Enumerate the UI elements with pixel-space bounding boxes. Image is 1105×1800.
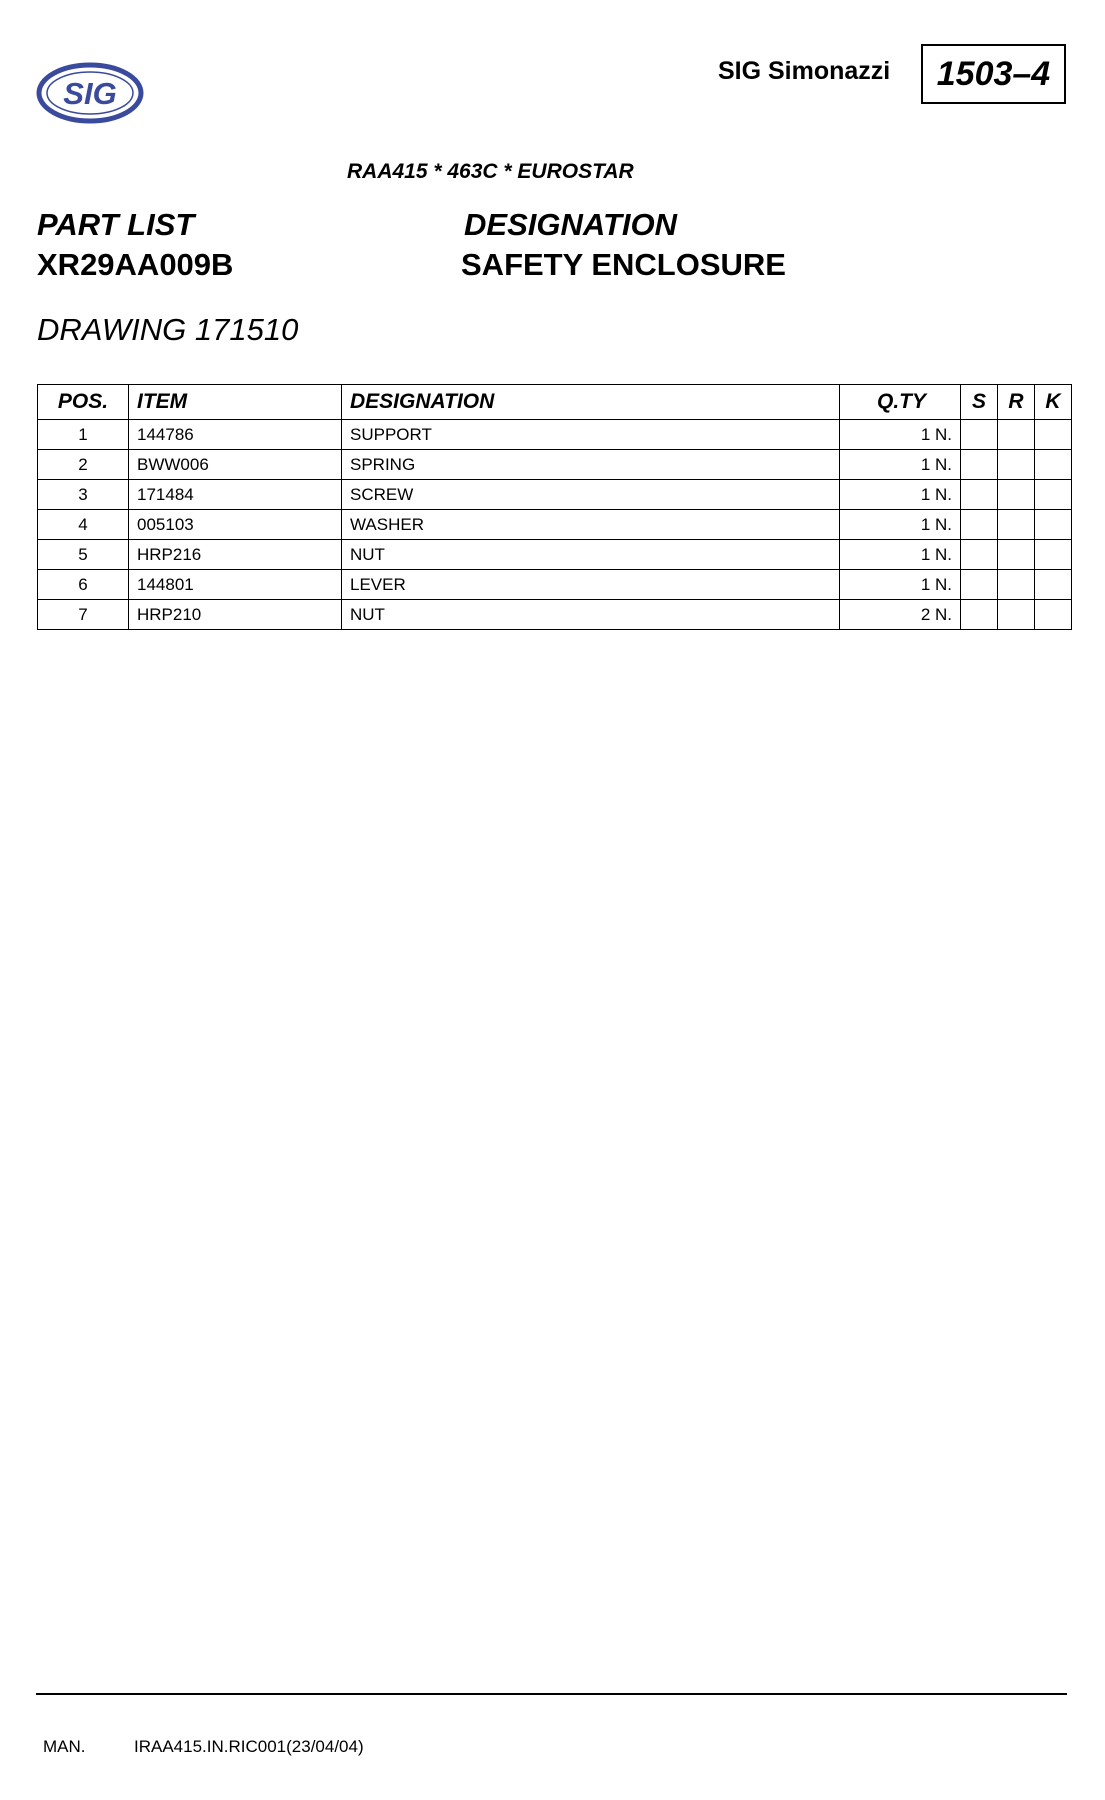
cell-designation: SUPPORT xyxy=(342,420,840,450)
designation-label: DESIGNATION xyxy=(464,207,677,242)
cell-pos: 5 xyxy=(38,540,129,570)
footer-divider xyxy=(36,1693,1067,1695)
cell-designation: LEVER xyxy=(342,570,840,600)
cell-pos: 6 xyxy=(38,570,129,600)
table-header-row xyxy=(38,385,1072,420)
cell-item: HRP216 xyxy=(129,540,342,570)
cell-r xyxy=(998,450,1035,480)
cell-k xyxy=(1035,510,1072,540)
cell-pos: 3 xyxy=(38,480,129,510)
cell-s xyxy=(961,510,998,540)
cell-item: BWW006 xyxy=(129,450,342,480)
cell-qty: 1 N. xyxy=(840,480,961,510)
cell-s xyxy=(961,600,998,630)
cell-s xyxy=(961,570,998,600)
header-qty: Q.TY xyxy=(840,385,961,420)
cell-designation: NUT xyxy=(342,600,840,630)
cell-pos: 4 xyxy=(38,510,129,540)
cell-item: 144801 xyxy=(129,570,342,600)
cell-r xyxy=(998,420,1035,450)
cell-s xyxy=(961,420,998,450)
page-number: 1503–4 xyxy=(921,44,1066,104)
table-row xyxy=(38,450,1072,480)
brand-name: SIG Simonazzi xyxy=(718,57,891,85)
cell-designation: NUT xyxy=(342,540,840,570)
header-item: ITEM xyxy=(129,385,342,420)
cell-r xyxy=(998,600,1035,630)
cell-k xyxy=(1035,480,1072,510)
cell-qty: 1 N. xyxy=(840,570,961,600)
sig-logo-text: SIG xyxy=(63,76,117,111)
header-pos: POS. xyxy=(38,385,129,420)
cell-item: 005103 xyxy=(129,510,342,540)
header-s: S xyxy=(961,385,998,420)
cell-r xyxy=(998,480,1035,510)
cell-r xyxy=(998,510,1035,540)
cell-qty: 1 N. xyxy=(840,540,961,570)
model-line: RAA415 * 463C * EUROSTAR xyxy=(347,160,634,183)
parts-table xyxy=(37,384,1072,630)
cell-pos: 7 xyxy=(38,600,129,630)
cell-s xyxy=(961,540,998,570)
sig-logo xyxy=(36,62,144,124)
table-row xyxy=(38,420,1072,450)
cell-s xyxy=(961,480,998,510)
footer-reference: IRAA415.IN.RIC001(23/04/04) xyxy=(134,1737,364,1756)
table-row xyxy=(38,570,1072,600)
table-row xyxy=(38,480,1072,510)
cell-s xyxy=(961,450,998,480)
footer-man-label: MAN. xyxy=(43,1737,86,1756)
cell-item: HRP210 xyxy=(129,600,342,630)
cell-pos: 2 xyxy=(38,450,129,480)
cell-k xyxy=(1035,420,1072,450)
header-k: K xyxy=(1035,385,1072,420)
table-row xyxy=(38,540,1072,570)
table-row xyxy=(38,510,1072,540)
header-r: R xyxy=(998,385,1035,420)
cell-qty: 1 N. xyxy=(840,450,961,480)
cell-k xyxy=(1035,540,1072,570)
part-list-label: PART LIST xyxy=(37,207,195,242)
cell-qty: 2 N. xyxy=(840,600,961,630)
designation-value: SAFETY ENCLOSURE xyxy=(461,247,786,282)
cell-k xyxy=(1035,570,1072,600)
part-code: XR29AA009B xyxy=(37,247,234,282)
drawing-number: DRAWING 171510 xyxy=(37,312,299,347)
cell-item: 144786 xyxy=(129,420,342,450)
cell-r xyxy=(998,570,1035,600)
cell-qty: 1 N. xyxy=(840,510,961,540)
cell-k xyxy=(1035,600,1072,630)
cell-designation: SCREW xyxy=(342,480,840,510)
cell-designation: WASHER xyxy=(342,510,840,540)
header-designation: DESIGNATION xyxy=(342,385,840,420)
table-row xyxy=(38,600,1072,630)
cell-r xyxy=(998,540,1035,570)
cell-k xyxy=(1035,450,1072,480)
cell-qty: 1 N. xyxy=(840,420,961,450)
cell-designation: SPRING xyxy=(342,450,840,480)
cell-pos: 1 xyxy=(38,420,129,450)
cell-item: 171484 xyxy=(129,480,342,510)
